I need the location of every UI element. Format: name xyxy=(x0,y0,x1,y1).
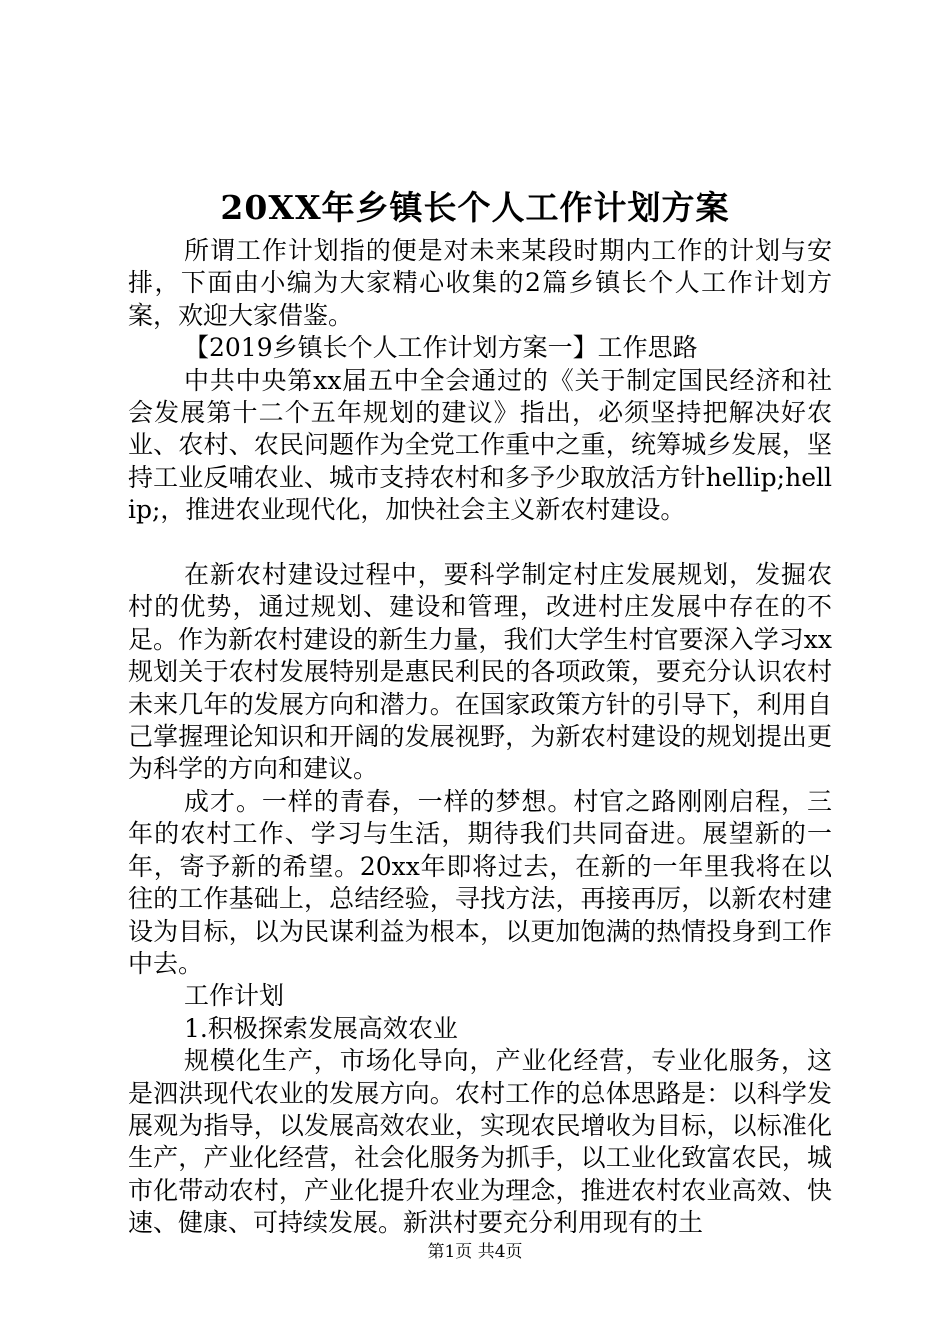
paragraph-intro: 所谓工作计划指的便是对未来某段时期内工作的计划与安排，下面由小编为大家精心收集的2篇乡镇长个人工作计划方案，欢迎大家借鉴。 xyxy=(128,236,832,330)
section-heading-plan-one: 【2019乡镇长个人工作计划方案一】工作思路 xyxy=(184,333,698,363)
document-body xyxy=(128,235,832,1240)
subheading-efficient-agriculture: 1.积极探索发展高效农业 xyxy=(184,1013,458,1043)
paragraph-central-committee: 中共中央第xx届五中全会通过的《关于制定国民经济和社会发展第十二个五年规划的建议》指出，必须坚持把解决好农业、农村、农民问题作为全党工作重中之重，统筹城乡发展，坚持工业反哺农业、城市支持农村和多予少取放活方针hellip;hellip;，推进农业现代化，加快社会主义新农村建设。 xyxy=(128,365,832,525)
paragraph-new-countryside: 在新农村建设过程中，要科学制定村庄发展规划，发掘农村的优势，通过规划、建设和管理，改进村庄发展中存在的不足。作为新农村建设的新生力量，我们大学生村官要深入学习xx规划关于农村发展特别是惠民利民的各项政策，要充分认识农村未来几年的发展方向和潜力。在国家政策方针的引导下，利用自己掌握理论知识和开阔的发展视野，为新农村建设的规划提出更为科学的方向和建议。 xyxy=(128,560,832,784)
blank-line xyxy=(128,527,832,559)
paragraph-scale-production: 规模化生产，市场化导向，产业化经营，专业化服务，这是泗洪现代农业的发展方向。农村工作的总体思路是：以科学发展观为指导，以发展高效农业，实现农民增收为目标，以标准化生产，产业化经营，社会化服务为抓手，以工业化致富农民，城市化带动农村，产业化提升农业为理念，推进农村农业高效、快速、健康、可持续发展。新洪村要充分利用现有的土 xyxy=(128,1046,832,1238)
paragraph-growth: 成才。一样的青春，一样的梦想。村官之路刚刚启程，三年的农村工作、学习与生活，期待我们共同奋进。展望新的一年，寄予新的希望。20xx年即将过去，在新的一年里我将在以往的工作基础上，总结经验，寻找方法，再接再厉，以新农村建设为目标，以为民谋利益为根本，以更加饱满的热情投身到工作中去。 xyxy=(128,786,832,978)
document-title: 20XX年乡镇长个人工作计划方案 xyxy=(220,188,730,227)
section-heading-work-plan: 工作计划 xyxy=(184,981,285,1011)
page-footer: 第1页 共4页 xyxy=(427,1242,523,1262)
